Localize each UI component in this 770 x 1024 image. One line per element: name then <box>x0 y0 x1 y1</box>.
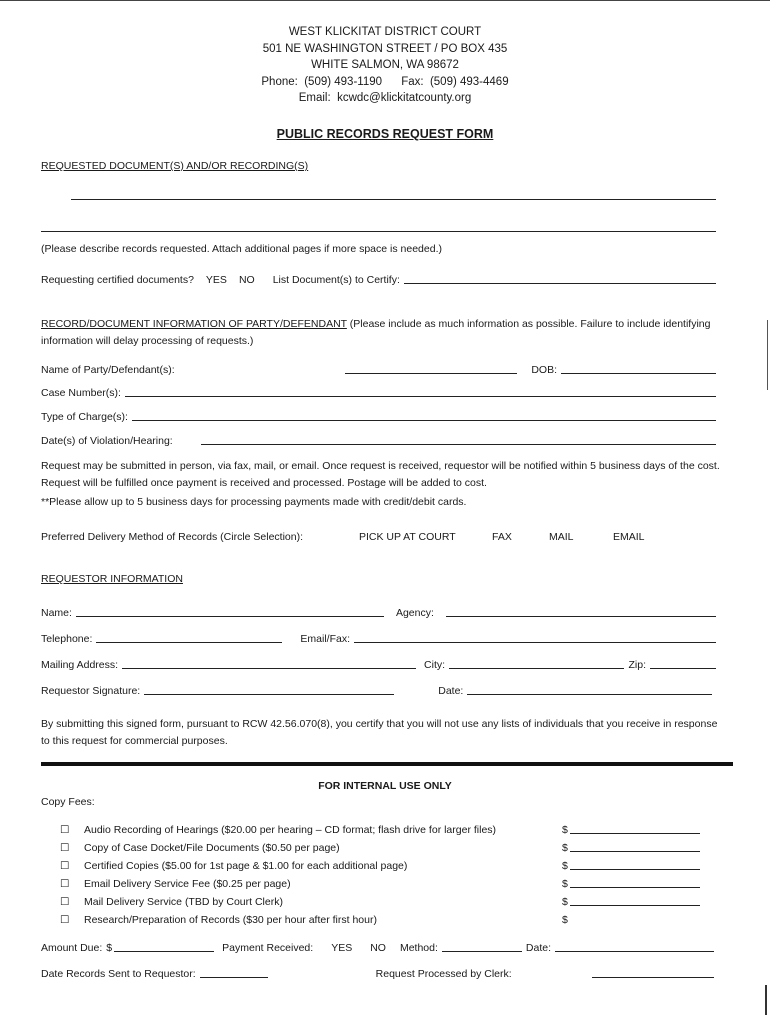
date-sent-label: Date Records Sent to Requestor: <box>41 968 196 980</box>
certified-yes-option[interactable]: YES <box>205 274 227 286</box>
fee-amount-audio[interactable] <box>570 832 700 834</box>
email-fax-label: Email/Fax: <box>300 633 350 645</box>
party-heading-note: (Please include as much information as possible. Failure to include identifying information will delay processing of requests.) <box>41 318 711 347</box>
violation-dates-field[interactable] <box>201 443 716 445</box>
agency-field[interactable] <box>446 615 716 617</box>
fee-amount-certified[interactable] <box>570 868 700 870</box>
form-title: PUBLIC RECORDS REQUEST FORM <box>276 127 494 141</box>
certified-question: Requesting certified documents? <box>41 274 194 286</box>
amount-due-row <box>41 942 718 954</box>
court-address-line1: 501 NE WASHINGTON STREET / PO BOX 435 <box>262 42 508 55</box>
payment-no-option[interactable]: NO <box>370 942 386 954</box>
processed-by-label: Request Processed by Clerk: <box>375 968 512 980</box>
court-header <box>0 24 770 107</box>
amount-due-dollar: $ <box>106 942 113 954</box>
requested-field-1[interactable] <box>71 198 716 200</box>
fee-row-research <box>60 914 700 926</box>
court-name: WEST KLICKITAT DISTRICT COURT <box>288 26 482 38</box>
fee-dollar-audio: $ <box>562 824 568 836</box>
list-certify-field[interactable] <box>404 282 716 284</box>
charge-row <box>41 411 720 423</box>
certified-row <box>41 274 720 286</box>
payment-date-field[interactable] <box>555 950 714 952</box>
party-heading-block <box>41 316 721 350</box>
scan-edge-mark-bottom <box>765 985 767 1015</box>
case-number-row <box>41 387 720 399</box>
requested-heading: REQUESTED DOCUMENT(S) AND/OR RECORDING(S) <box>41 160 309 172</box>
court-phone-fax: Phone: (509) 493-1190 Fax: (509) 493-4469 <box>261 75 509 88</box>
party-name-row <box>41 364 720 376</box>
requested-note: (Please describe records requested. Attach additional pages if more space is needed.) <box>41 243 442 255</box>
amount-due-field[interactable] <box>114 950 214 952</box>
delivery-option-mail[interactable]: MAIL <box>549 531 574 543</box>
signature-field[interactable] <box>144 693 394 695</box>
fee-dollar-certified: $ <box>562 860 568 872</box>
processed-by-field[interactable] <box>592 976 714 978</box>
method-field[interactable] <box>442 950 522 952</box>
fee-row-email <box>60 878 700 890</box>
delivery-option-email[interactable]: EMAIL <box>613 531 645 543</box>
fee-amount-mail[interactable] <box>570 904 700 906</box>
mailing-address-row <box>41 659 720 671</box>
delivery-option-fax[interactable]: FAX <box>492 531 512 543</box>
violation-dates-row <box>41 435 720 447</box>
copy-fees-row <box>41 796 720 808</box>
signature-label: Requestor Signature: <box>41 685 141 697</box>
court-address-line2: WHITE SALMON, WA 98672 <box>311 59 459 71</box>
requestor-name-row <box>41 607 720 619</box>
party-heading: RECORD/DOCUMENT INFORMATION OF PARTY/DEFENDANT <box>41 318 347 330</box>
fee-checkbox-mail[interactable]: ☐ <box>60 896 70 908</box>
fee-row-docket <box>60 842 700 854</box>
requestor-heading-row <box>41 573 720 585</box>
signature-date-field[interactable] <box>467 693 712 695</box>
case-number-field[interactable] <box>125 395 716 397</box>
mailing-address-field[interactable] <box>122 667 416 669</box>
fee-amount-docket[interactable] <box>570 850 700 852</box>
dob-field[interactable] <box>561 372 716 374</box>
list-certify-label: List Document(s) to Certify: <box>272 274 400 286</box>
telephone-label: Telephone: <box>41 633 93 645</box>
case-number-label: Case Number(s): <box>41 387 121 399</box>
payment-note: **Please allow up to 5 business days for processing payments made with credit/debit cards. <box>41 496 467 508</box>
city-label: City: <box>424 659 446 671</box>
email-fax-field[interactable] <box>354 641 716 643</box>
amount-due-label: Amount Due: <box>41 942 103 954</box>
fee-label-docket: Copy of Case Docket/File Documents ($0.50 per page) <box>84 842 340 854</box>
top-edge-rule <box>0 0 770 1</box>
payment-received-label: Payment Received: <box>222 942 314 954</box>
internal-use-title: FOR INTERNAL USE ONLY <box>318 780 452 792</box>
fee-amount-email[interactable] <box>570 886 700 888</box>
fee-checkbox-certified[interactable]: ☐ <box>60 860 70 872</box>
requested-line-1[interactable] <box>41 198 720 202</box>
court-email: Email: kcwdc@klickitatcounty.org <box>298 92 472 104</box>
fee-checkbox-audio[interactable]: ☐ <box>60 824 70 836</box>
requestor-heading: REQUESTOR INFORMATION <box>41 573 183 585</box>
method-label: Method: <box>399 942 438 954</box>
telephone-field[interactable] <box>96 641 282 643</box>
city-field[interactable] <box>449 667 624 669</box>
fee-label-audio: Audio Recording of Hearings ($20.00 per hearing – CD format; flash drive for larger files) <box>84 824 497 836</box>
requested-heading-row <box>41 160 720 172</box>
requestor-name-label: Name: <box>41 607 72 619</box>
signature-date-label: Date: <box>438 685 464 697</box>
signature-row <box>41 685 720 697</box>
fee-checkbox-docket[interactable]: ☐ <box>60 842 70 854</box>
agency-label: Agency: <box>395 607 434 619</box>
fee-dollar-email: $ <box>562 878 568 890</box>
fee-dollar-mail: $ <box>562 896 568 908</box>
requestor-name-field[interactable] <box>76 615 384 617</box>
payment-yes-option[interactable]: YES <box>331 942 353 954</box>
fee-row-mail <box>60 896 700 908</box>
charge-label: Type of Charge(s): <box>41 411 128 423</box>
payment-date-label: Date: <box>525 942 552 954</box>
dob-label: DOB: <box>531 364 557 376</box>
party-name-label: Name of Party/Defendant(s): <box>41 364 175 376</box>
delivery-method-label: Preferred Delivery Method of Records (Circle Selection): <box>41 531 304 543</box>
internal-section-divider <box>41 762 733 766</box>
fee-label-certified: Certified Copies ($5.00 for 1st page & $1.00 for each additional page) <box>84 860 408 872</box>
fee-row-certified <box>60 860 700 872</box>
fee-dollar-research: $ <box>562 914 568 926</box>
fee-label-mail: Mail Delivery Service (TBD by Court Clerk) <box>84 896 283 908</box>
copy-fees-label: Copy Fees: <box>41 796 95 808</box>
scan-edge-mark <box>767 320 768 390</box>
requested-field-2[interactable] <box>41 230 716 232</box>
party-name-field[interactable] <box>345 372 518 374</box>
submission-paragraph: Request may be submitted in person, via fax, mail, or email. Once request is received, requestor will be notified within 5 business days of the cost. Request will be fulfilled once payment is received and processed. Postage will be added to cost. <box>41 460 720 489</box>
zip-field[interactable] <box>650 667 716 669</box>
fee-row-audio <box>60 824 700 836</box>
fee-dollar-docket: $ <box>562 842 568 854</box>
records-sent-row <box>41 968 718 980</box>
fee-checkbox-research[interactable]: ☐ <box>60 914 70 926</box>
date-sent-field[interactable] <box>200 976 268 978</box>
violation-dates-label: Date(s) of Violation/Hearing: <box>41 435 173 447</box>
fee-checkbox-email[interactable]: ☐ <box>60 878 70 890</box>
fee-label-research: Research/Preparation of Records ($30 per hour after first hour) <box>84 914 377 926</box>
certification-paragraph: By submitting this signed form, pursuant to RCW 42.56.070(8), you certify that you will not use any lists of individuals that you receive in response to this request for commercial purposes. <box>41 718 718 747</box>
delivery-option-pickup[interactable]: PICK UP AT COURT <box>359 531 456 543</box>
zip-label: Zip: <box>628 659 646 671</box>
certified-no-option[interactable]: NO <box>238 274 255 286</box>
charge-field[interactable] <box>132 419 716 421</box>
requested-note-row <box>41 243 720 255</box>
mailing-address-label: Mailing Address: <box>41 659 119 671</box>
fee-label-email: Email Delivery Service Fee ($0.25 per page) <box>84 878 291 890</box>
telephone-row <box>41 633 720 645</box>
requested-line-2[interactable] <box>41 230 720 234</box>
